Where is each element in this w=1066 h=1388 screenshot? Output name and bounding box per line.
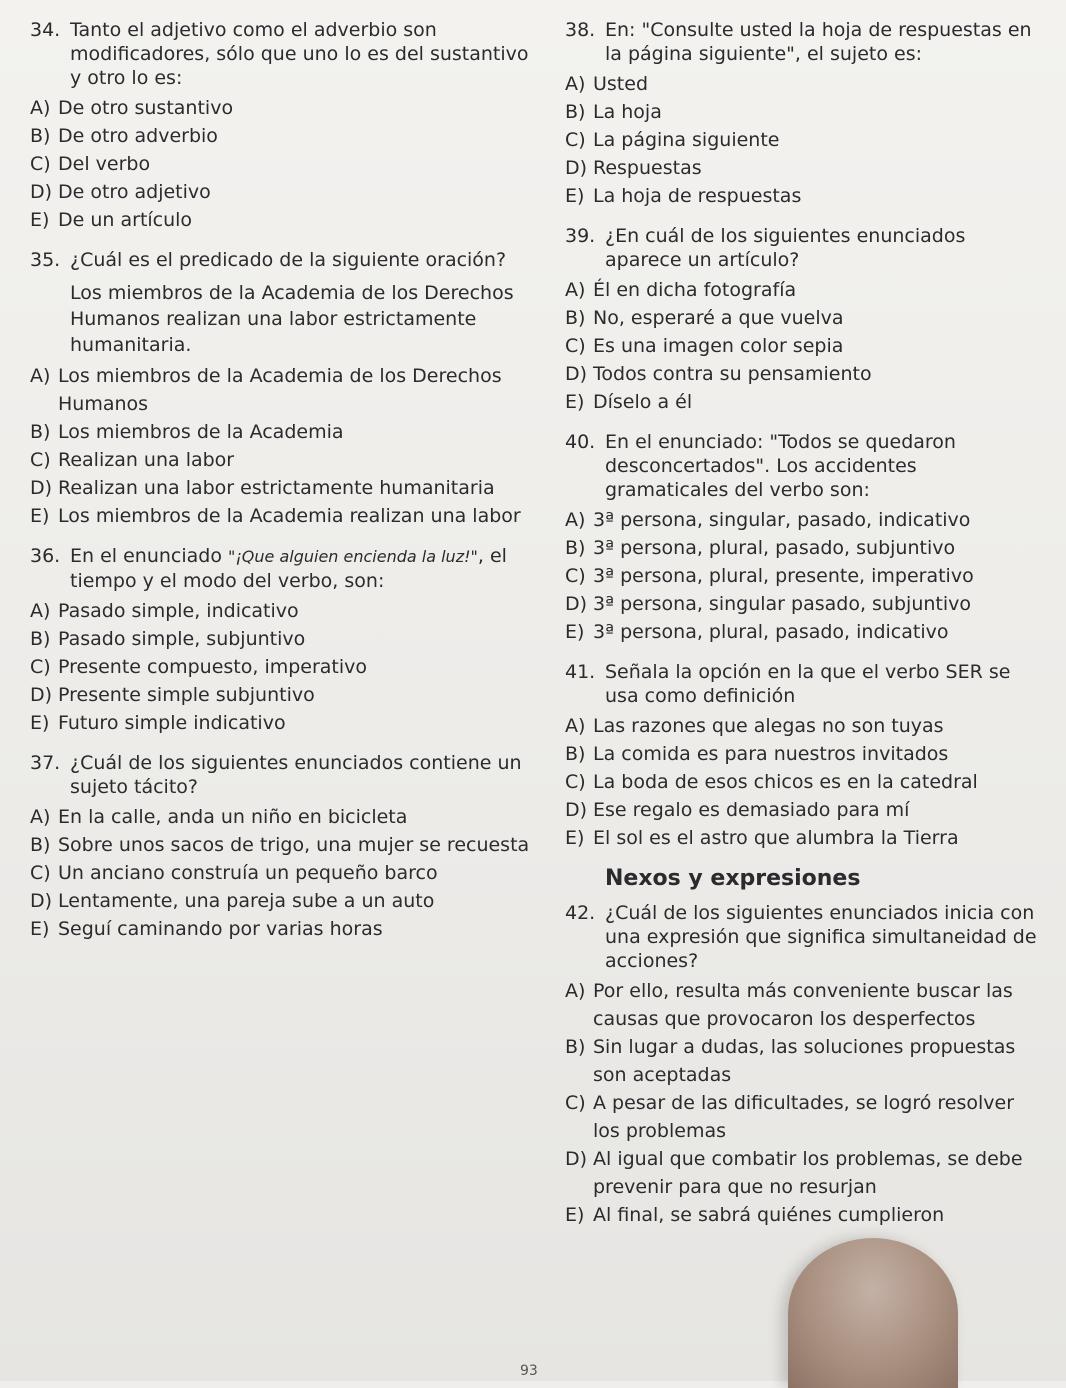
question-stem: Tanto el adjetivo como el adverbio son modificadores, sólo que uno lo es del sustantivo y otro lo es: xyxy=(70,19,529,89)
option-e: E) De un artículo xyxy=(30,209,193,231)
question-38 xyxy=(565,18,1040,210)
option-b: B) 3ª persona, plural, pasado, subjuntivo xyxy=(565,537,956,559)
question-stem: ¿En cuál de los siguientes enunciados aparece un artículo? xyxy=(605,225,966,271)
question-number: 38. xyxy=(565,19,596,41)
option-b: B) La comida es para nuestros invitados xyxy=(565,743,949,765)
question-number: 40. xyxy=(565,431,596,453)
option-b: B) De otro adverbio xyxy=(30,125,218,147)
question-number: 37. xyxy=(30,752,61,774)
option-e: E) Futuro simple indicativo xyxy=(30,712,286,734)
question-number: 36. xyxy=(30,545,61,567)
option-a: A) Pasado simple, indicativo xyxy=(30,600,299,622)
question-number: 34. xyxy=(30,19,61,41)
question-42 xyxy=(565,901,1040,1229)
option-e: E) Seguí caminando por varias horas xyxy=(30,918,383,940)
option-e: E) La hoja de respuestas xyxy=(565,185,802,207)
question-36 xyxy=(30,544,530,737)
option-d: D) Presente simple subjuntivo xyxy=(30,684,315,706)
left-column xyxy=(30,18,530,957)
option-a: A) En la calle, anda un niño en bicicleta xyxy=(30,806,408,828)
option-c: C) Es una imagen color sepia xyxy=(565,335,844,357)
option-d: D) De otro adjetivo xyxy=(30,181,211,203)
option-b: B) Sin lugar a dudas, las soluciones propuestas son aceptadas xyxy=(565,1036,1016,1086)
question-37 xyxy=(30,751,530,943)
question-39 xyxy=(565,224,1040,416)
option-e: E) Díselo a él xyxy=(565,391,693,413)
option-e: E) Los miembros de la Academia realizan una labor xyxy=(30,505,521,527)
question-number: 35. xyxy=(30,249,61,271)
option-a: A) De otro sustantivo xyxy=(30,97,234,119)
option-b: B) Pasado simple, subjuntivo xyxy=(30,628,306,650)
option-a: A) Los miembros de la Academia de los Derechos Humanos xyxy=(30,365,502,415)
question-number: 42. xyxy=(565,902,596,924)
option-d: D) Al igual que combatir los problemas, se debe prevenir para que no resurjan xyxy=(565,1148,1023,1198)
option-b: B) La hoja xyxy=(565,101,662,123)
option-e: E) El sol es el astro que alumbra la Tierra xyxy=(565,827,959,849)
option-c: C) Un anciano construía un pequeño barco xyxy=(30,862,438,884)
question-stem: ¿Cuál de los siguientes enunciados contiene un sujeto tácito? xyxy=(70,752,522,798)
question-passage: Los miembros de la Academia de los Derechos Humanos realizan una labor estrictamente humanitaria. xyxy=(70,282,514,356)
question-40 xyxy=(565,430,1040,646)
option-d: D) Respuestas xyxy=(565,157,702,179)
question-stem: En el enunciado: "Todos se quedaron desconcertados". Los accidentes gramaticales del verbo son: xyxy=(605,431,956,501)
option-a: A) Por ello, resulta más conveniente buscar las causas que provocaron los desperfectos xyxy=(565,980,1013,1030)
quoted-sentence: "¡Que alguien encienda la luz!" xyxy=(228,547,478,566)
page-number: 93 xyxy=(520,1363,538,1379)
option-a: A) Usted xyxy=(565,73,649,95)
question-stem: En el enunciado "¡Que alguien encienda la luz!", el tiempo y el modo del verbo, son: xyxy=(70,545,507,592)
option-b: B) Sobre unos sacos de trigo, una mujer se recuesta xyxy=(30,834,530,856)
option-d: D) Lentamente, una pareja sube a un auto xyxy=(30,890,435,912)
option-b: B) Los miembros de la Academia xyxy=(30,421,344,443)
option-c: C) La boda de esos chicos es en la catedral xyxy=(565,771,978,793)
question-stem: ¿Cuál de los siguientes enunciados inicia con una expresión que significa simultaneidad de acciones? xyxy=(605,902,1037,972)
option-c: C) Realizan una labor xyxy=(30,449,235,471)
right-column xyxy=(565,18,1040,1243)
option-d: D) Ese regalo es demasiado para mí xyxy=(565,799,910,821)
question-stem: ¿Cuál es el predicado de la siguiente oración? xyxy=(70,249,507,271)
option-a: A) 3ª persona, singular, pasado, indicativo xyxy=(565,509,971,531)
thumb-photo-artifact xyxy=(788,1238,958,1388)
option-e: E) 3ª persona, plural, pasado, indicativo xyxy=(565,621,949,643)
option-d: D) Todos contra su pensamiento xyxy=(565,363,872,385)
option-c: C) A pesar de las dificultades, se logró resolver los problemas xyxy=(565,1092,1015,1142)
option-c: C) 3ª persona, plural, presente, imperativo xyxy=(565,565,974,587)
option-d: D) Realizan una labor estrictamente humanitaria xyxy=(30,477,495,499)
question-41 xyxy=(565,660,1040,852)
question-34 xyxy=(30,18,530,234)
option-d: D) 3ª persona, singular pasado, subjuntivo xyxy=(565,593,971,615)
option-b: B) No, esperaré a que vuelva xyxy=(565,307,844,329)
option-c: C) Presente compuesto, imperativo xyxy=(30,656,368,678)
question-number: 41. xyxy=(565,661,596,683)
section-title: Nexos y expresiones xyxy=(605,866,861,891)
option-a: A) Él en dicha fotografía xyxy=(565,279,797,301)
question-35 xyxy=(30,248,530,530)
question-stem: En: "Consulte usted la hoja de respuestas en la página siguiente", el sujeto es: xyxy=(605,19,1032,65)
option-c: C) Del verbo xyxy=(30,153,151,175)
option-e: E) Al final, se sabrá quiénes cumplieron xyxy=(565,1204,945,1226)
question-number: 39. xyxy=(565,225,596,247)
option-a: A) Las razones que alegas no son tuyas xyxy=(565,715,944,737)
option-c: C) La página siguiente xyxy=(565,129,780,151)
question-stem: Señala la opción en la que el verbo SER se usa como definición xyxy=(605,661,1011,707)
